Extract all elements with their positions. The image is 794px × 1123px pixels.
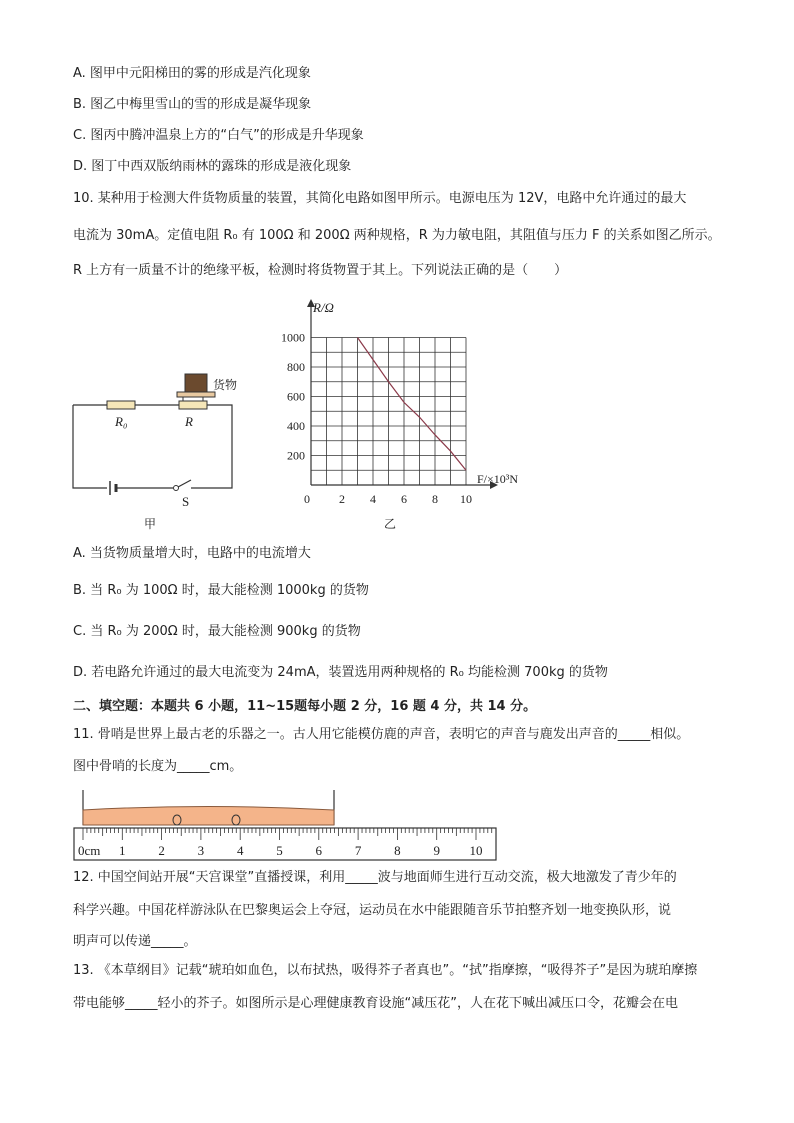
switch-label: S [182, 494, 190, 509]
ruler-label: 2 [158, 843, 165, 858]
ruler-label: 0cm [78, 843, 101, 858]
option-q9-b: B. 图乙中梅里雪山的雪的形成是凝华现象 [73, 97, 312, 112]
q13-line-1: 13. 《本草纲目》记载“琥珀如血色，以布拭热，吸得芥子者真也”。“拭”指摩擦，“吸得芥子”是因为琥珀摩擦 [73, 963, 698, 978]
ruler-label: 8 [394, 843, 401, 858]
ruler-label: 1 [119, 843, 126, 858]
y-tick-label: 400 [287, 419, 305, 433]
x-tick-label: 0 [304, 492, 310, 506]
cargo-box [185, 374, 207, 392]
x-tick-label: 10 [460, 492, 472, 506]
option-q9-d: D. 图丁中西双版纳雨林的露珠的形成是液化现象 [73, 159, 352, 174]
q12-line-2: 科学兴趣。中国花样游泳队在巴黎奥运会上夺冠，运动员在水中能跟随音乐节拍整齐划一地变换队形，说 [73, 903, 672, 918]
x-tick-label: 8 [432, 492, 438, 506]
r0-label: R₀ [115, 414, 128, 429]
graph-caption: 乙 [384, 517, 397, 531]
circuit-caption: 甲 [144, 517, 157, 531]
option-q9-c: C. 图丙中腾冲温泉上方的“白气”的形成是升华现象 [73, 128, 364, 143]
option-q10-c: C. 当 R₀ 为 200Ω 时，最大能检测 900kg 的货物 [73, 624, 361, 639]
ruler-figure [70, 785, 502, 863]
q10-line-1: 10. 某种用于检测大件货物质量的装置，其简化电路如图甲所示。电源电压为 12V，电路中允许通过的最大 [73, 191, 687, 206]
x-tick-label: 6 [401, 492, 407, 506]
ruler-label: 10 [469, 843, 483, 858]
section-2-heading: 二、填空题：本题共 6 小题，11~15题每小题 2 分，16 题 4 分，共 14 分。 [73, 699, 537, 714]
ruler-label: 3 [197, 843, 205, 858]
q12-line-3: 明声可以传递_____。 [73, 934, 197, 949]
q11-line-1: 11. 骨哨是世界上最古老的乐器之一。古人用它能模仿鹿的声音，表明它的声音与鹿发出声音的_____相似。 [73, 727, 690, 742]
circuit-diagram [65, 368, 245, 533]
switch-contact [174, 486, 179, 491]
resistor-r [179, 401, 207, 409]
ruler-label: 5 [276, 843, 283, 858]
bone-whistle [83, 807, 334, 826]
switch-lever [178, 480, 191, 487]
x-tick-label: 4 [370, 492, 376, 506]
x-tick-label: 2 [339, 492, 345, 506]
q13-line-2: 带电能够_____轻小的芥子。如图所示是心理健康教育设施“减压花”，人在花下喊出减压口令，花瓣会在电 [73, 996, 678, 1011]
ruler-label: 7 [354, 843, 362, 858]
option-q10-d: D. 若电路允许通过的最大电流变为 24mA，装置选用两种规格的 R₀ 均能检测 700kg 的货物 [73, 665, 608, 680]
option-q10-a: A. 当货物质量增大时，电路中的电流增大 [73, 546, 311, 561]
y-tick-label: 600 [287, 389, 305, 404]
y-axis-label: R/Ω [313, 300, 334, 315]
option-q10-b: B. 当 R₀ 为 100Ω 时，最大能检测 1000kg 的货物 [73, 583, 369, 598]
q10-line-2: 电流为 30mA。定值电阻 R₀ 有 100Ω 和 200Ω 两种规格，R 为力敏电阻，其阻值与压力 F 的关系如图乙所示。 [73, 228, 721, 243]
y-tick-label: 800 [287, 360, 305, 374]
insulating-plate [177, 392, 215, 397]
y-tick-label: 200 [287, 448, 305, 463]
r-label: R [185, 414, 193, 429]
cargo-label: 货物 [213, 378, 238, 392]
ruler-label: 9 [433, 843, 440, 858]
y-tick-label: 1000 [281, 330, 305, 345]
q11-line-2: 图中骨哨的长度为_____cm。 [73, 759, 243, 774]
option-q9-a: A. 图甲中元阳梯田的雾的形成是汽化现象 [73, 66, 311, 81]
graph-grid [311, 338, 466, 486]
resistor-r0 [107, 401, 135, 409]
ruler-label: 4 [236, 843, 244, 858]
x-axis-label: F/×10³N [477, 472, 519, 486]
ruler-label: 6 [315, 843, 323, 858]
data-series-curve [358, 338, 467, 471]
resistance-force-graph [265, 295, 555, 535]
q10-line-3: R 上方有一质量不计的绝缘平板，检测时将货物置于其上。下列说法正确的是（ ） [73, 263, 568, 278]
q12-line-1: 12. 中国空间站开展“天宫课堂”直播授课，利用_____波与地面师生进行互动交流，极大地激发了青少年的 [73, 870, 677, 885]
